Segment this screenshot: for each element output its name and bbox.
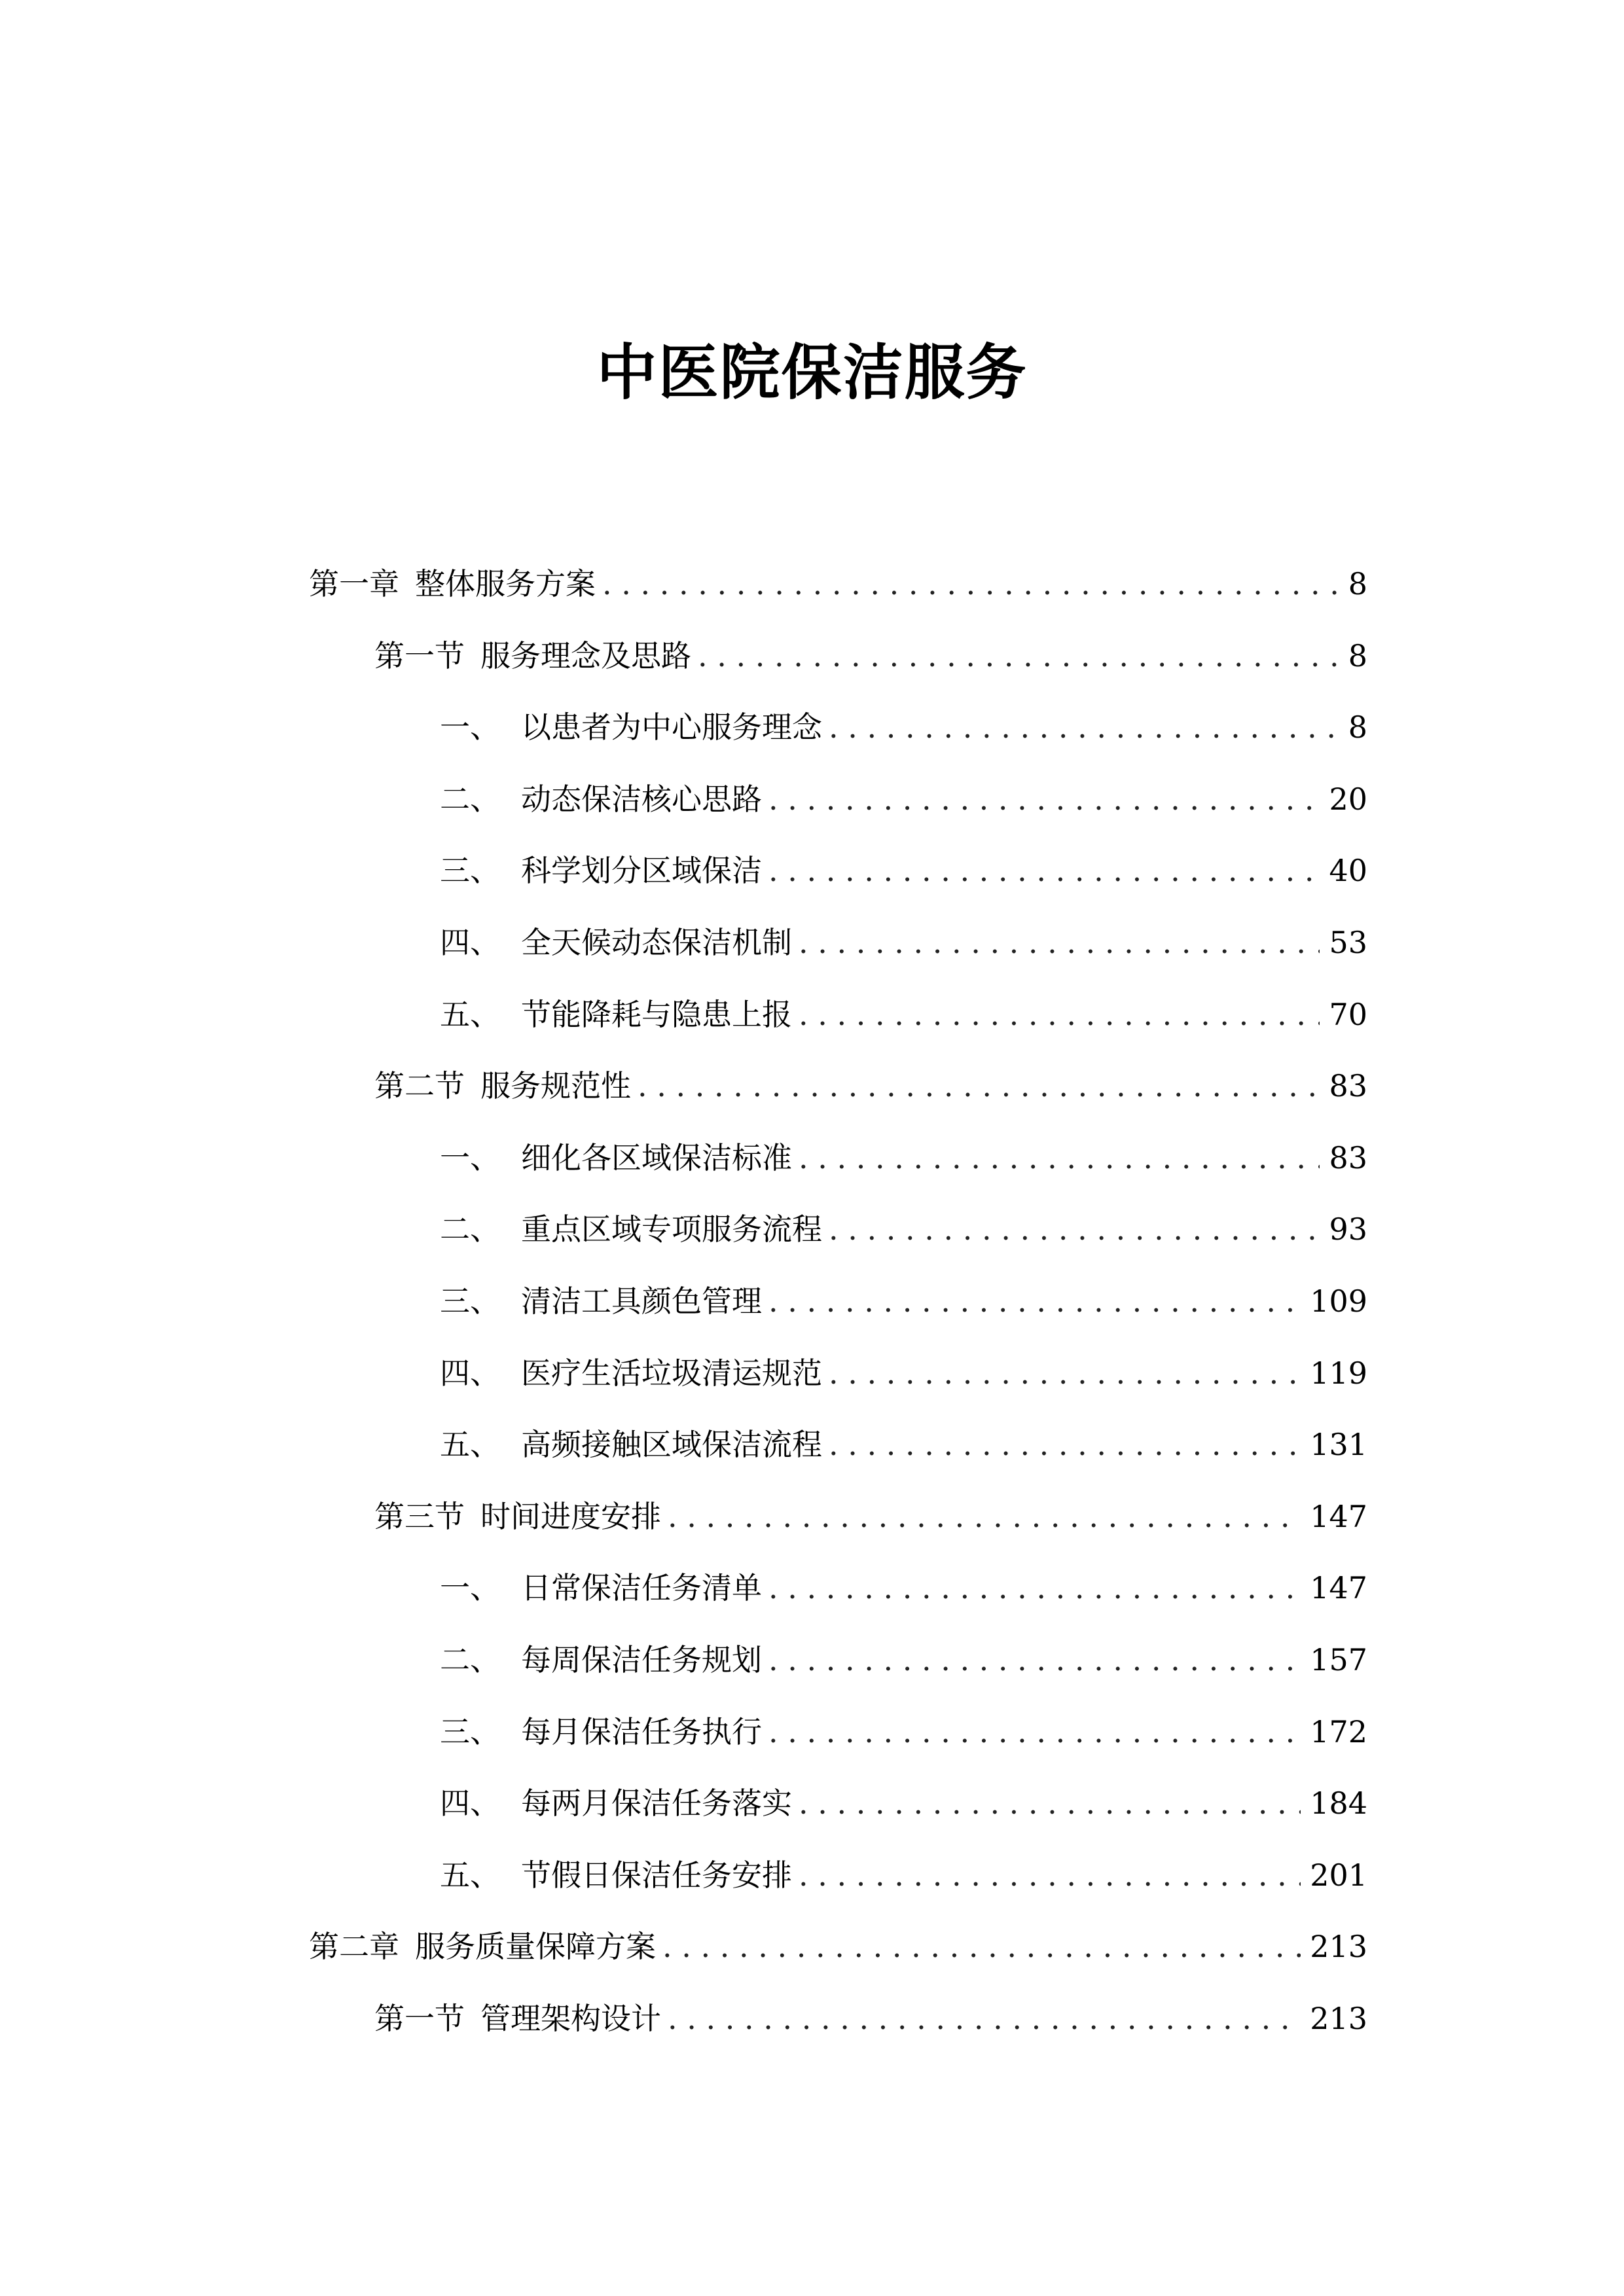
toc-entry-page-number: 8 — [1348, 637, 1367, 673]
toc-entry-number: 三、 — [440, 1283, 500, 1319]
toc-entry-label: 医疗生活垃圾清运规范 — [521, 1355, 822, 1391]
toc-entry[interactable] — [0, 620, 1624, 692]
toc-entry[interactable] — [0, 1696, 1624, 1768]
dot-leader — [768, 1624, 1301, 1696]
toc-entry-label: 每月保洁任务执行 — [521, 1713, 762, 1749]
toc-entry-number: 第一章 — [309, 566, 399, 601]
toc-entry-label: 细化各区域保洁标准 — [521, 1139, 792, 1175]
toc-entry[interactable] — [0, 764, 1624, 836]
toc-entry[interactable] — [0, 1481, 1624, 1553]
dot-leader — [768, 1696, 1301, 1768]
toc-entry[interactable] — [0, 692, 1624, 764]
toc-entry[interactable] — [0, 1552, 1624, 1624]
dot-leader — [799, 907, 1320, 979]
toc-entry[interactable] — [0, 1768, 1624, 1840]
toc-entry-label: 日常保洁任务清单 — [521, 1570, 762, 1606]
toc-entry-number: 三、 — [440, 1713, 500, 1749]
toc-entry-number: 一、 — [440, 709, 500, 745]
toc-entry-number: 二、 — [440, 1211, 500, 1247]
dot-leader — [829, 692, 1339, 764]
toc-entry-label: 管理架构设计 — [480, 2000, 661, 2036]
toc-entry-number: 第一节 — [374, 2000, 465, 2036]
toc-entry[interactable] — [0, 1194, 1624, 1266]
toc-entry[interactable] — [0, 1266, 1624, 1338]
toc-entry-page-number: 119 — [1310, 1355, 1367, 1391]
toc-entry-label: 每周保洁任务规划 — [521, 1641, 762, 1677]
dot-leader — [829, 1338, 1301, 1410]
dot-leader — [768, 764, 1320, 836]
toc-entry-label: 以患者为中心服务理念 — [521, 709, 822, 745]
toc-entry-number: 第一节 — [374, 637, 465, 673]
toc-entry-number: 四、 — [440, 1785, 500, 1821]
toc-entry-page-number: 53 — [1329, 924, 1367, 960]
toc-entry-page-number: 157 — [1310, 1641, 1367, 1677]
toc-entry-number: 五、 — [440, 1427, 500, 1463]
toc-entry-number: 五、 — [440, 1857, 500, 1893]
toc-entry-label: 科学划分区域保洁 — [521, 853, 762, 889]
toc-entry-page-number: 20 — [1329, 781, 1367, 817]
toc-entry-number: 第二节 — [374, 1068, 465, 1104]
toc-entry-number: 五、 — [440, 996, 500, 1032]
toc-entry-number: 四、 — [440, 924, 500, 960]
toc-entry-label: 时间进度安排 — [480, 1498, 661, 1534]
toc-entry-page-number: 70 — [1329, 996, 1367, 1032]
toc-entry-label: 动态保洁核心思路 — [521, 781, 762, 817]
toc-entry[interactable] — [0, 835, 1624, 907]
toc-entry-page-number: 131 — [1310, 1427, 1367, 1463]
dot-leader — [768, 835, 1320, 907]
toc-entry-number: 二、 — [440, 1641, 500, 1677]
toc-entry-label: 服务质量保障方案 — [415, 1929, 656, 1965]
toc-entry-page-number: 147 — [1310, 1498, 1367, 1534]
toc-entry[interactable] — [0, 907, 1624, 979]
table-of-contents — [0, 548, 1624, 2054]
toc-entry[interactable] — [0, 979, 1624, 1051]
dot-leader — [829, 1194, 1320, 1266]
toc-entry[interactable] — [0, 1624, 1624, 1696]
toc-entry[interactable] — [0, 1983, 1624, 2055]
dot-leader — [799, 1768, 1301, 1840]
dot-leader — [768, 1552, 1301, 1624]
toc-entry[interactable] — [0, 1409, 1624, 1481]
dot-leader — [602, 548, 1339, 620]
toc-entry-page-number: 8 — [1348, 566, 1367, 601]
dot-leader — [638, 1050, 1320, 1122]
toc-entry-label: 全天候动态保洁机制 — [521, 924, 792, 960]
toc-entry-page-number: 93 — [1329, 1211, 1367, 1247]
toc-entry-page-number: 40 — [1329, 853, 1367, 889]
toc-entry[interactable] — [0, 1338, 1624, 1410]
toc-entry[interactable] — [0, 1911, 1624, 1983]
toc-entry-page-number: 8 — [1348, 709, 1367, 745]
toc-entry-page-number: 201 — [1310, 1857, 1367, 1893]
dot-leader — [668, 1481, 1301, 1553]
dot-leader — [662, 1911, 1301, 1983]
toc-entry-label: 服务规范性 — [480, 1068, 631, 1104]
toc-entry-label: 节能降耗与隐患上报 — [521, 996, 792, 1032]
toc-entry-label: 高频接触区域保洁流程 — [521, 1427, 822, 1463]
toc-entry[interactable] — [0, 1050, 1624, 1122]
toc-entry-number: 一、 — [440, 1139, 500, 1175]
dot-leader — [799, 979, 1320, 1051]
toc-entry-label: 每两月保洁任务落实 — [521, 1785, 792, 1821]
toc-entry-page-number: 213 — [1310, 2000, 1367, 2036]
dot-leader — [829, 1409, 1301, 1481]
toc-entry-number: 一、 — [440, 1570, 500, 1606]
toc-entry-number: 三、 — [440, 853, 500, 889]
toc-entry-label: 清洁工具颜色管理 — [521, 1283, 762, 1319]
toc-entry-page-number: 213 — [1310, 1929, 1367, 1965]
toc-entry-number: 第二章 — [309, 1929, 399, 1965]
toc-entry-number: 第三节 — [374, 1498, 465, 1534]
dot-leader — [799, 1840, 1301, 1912]
toc-entry-label: 节假日保洁任务安排 — [521, 1857, 792, 1893]
toc-entry-label: 服务理念及思路 — [480, 637, 691, 673]
toc-entry-number: 四、 — [440, 1355, 500, 1391]
dot-leader — [768, 1266, 1301, 1338]
dot-leader — [668, 1983, 1301, 2055]
toc-entry-page-number: 184 — [1310, 1785, 1367, 1821]
toc-entry-page-number: 147 — [1310, 1570, 1367, 1606]
toc-entry-page-number: 83 — [1329, 1139, 1367, 1175]
document-title: 中医院保洁服务 — [596, 338, 1028, 408]
dot-leader — [698, 620, 1339, 692]
toc-entry[interactable] — [0, 548, 1624, 620]
dot-leader — [799, 1122, 1320, 1194]
toc-entry-page-number: 83 — [1329, 1068, 1367, 1104]
toc-entry-number: 二、 — [440, 781, 500, 817]
toc-entry-label: 重点区域专项服务流程 — [521, 1211, 822, 1247]
toc-entry-label: 整体服务方案 — [415, 566, 596, 601]
toc-entry-page-number: 172 — [1310, 1713, 1367, 1749]
toc-entry[interactable] — [0, 1840, 1624, 1912]
toc-entry[interactable] — [0, 1122, 1624, 1194]
toc-entry-page-number: 109 — [1310, 1283, 1367, 1319]
